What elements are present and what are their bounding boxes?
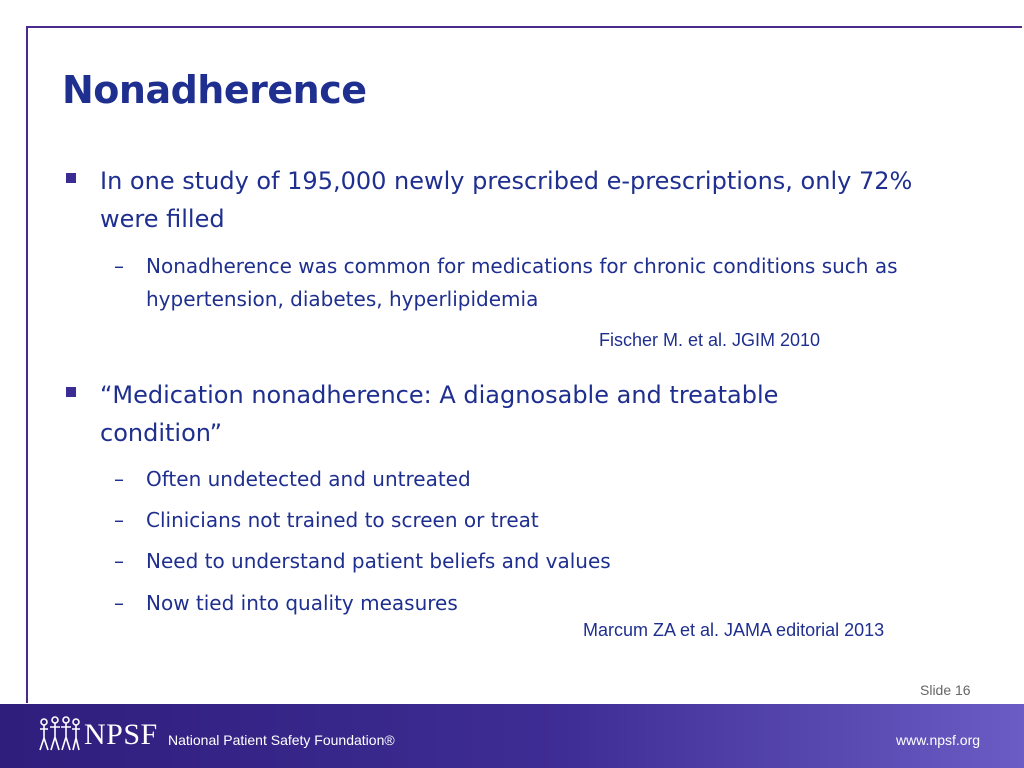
sub-bullet-text: Now tied into quality measures	[146, 591, 458, 615]
bullet-2	[100, 376, 780, 452]
citation-1: Fischer M. et al. JGIM 2010	[599, 330, 821, 350]
bullet-1-text: In one study of 195,000 newly prescribed e-prescriptions, only 72% were filled	[100, 167, 913, 233]
bullet-2-text: “Medication nonadherence: A diagnosable and treatable condition”	[100, 381, 779, 447]
sub-bullet-2-2	[114, 504, 946, 537]
dash-icon: –	[114, 254, 124, 278]
sub-bullet-2-1	[114, 463, 946, 496]
sub-bullet-text: Often undetected and untreated	[146, 467, 471, 491]
sub-bullet-text: Clinicians not trained to screen or treat	[146, 508, 539, 532]
logo-text: NPSF	[84, 718, 158, 751]
sub-bullet-2-4	[114, 587, 946, 620]
slide-number: Slide 16	[920, 682, 971, 698]
dash-icon: –	[114, 549, 124, 573]
square-bullet-icon	[66, 173, 76, 183]
citation-2: Marcum ZA et al. JAMA editorial 2013	[583, 620, 885, 640]
sub-bullet-text: Need to understand patient beliefs and values	[146, 549, 611, 573]
website-link[interactable]: www.npsf.org	[896, 732, 981, 748]
organization-name: National Patient Safety Foundation®	[168, 732, 395, 748]
square-bullet-icon	[66, 387, 76, 397]
bullet-1	[100, 162, 940, 238]
footer-bar	[0, 704, 1024, 768]
people-figures-icon	[36, 712, 82, 758]
slide-title: Nonadherence	[62, 68, 367, 112]
sub-bullet-1-1	[114, 250, 946, 316]
dash-icon: –	[114, 591, 124, 615]
sub-bullet-2-3	[114, 545, 946, 578]
sub-bullet-text: Nonadherence was common for medications for chronic conditions such as hypertension, diabetes, hyperlipidemia	[146, 254, 898, 311]
dash-icon: –	[114, 467, 124, 491]
dash-icon: –	[114, 508, 124, 532]
